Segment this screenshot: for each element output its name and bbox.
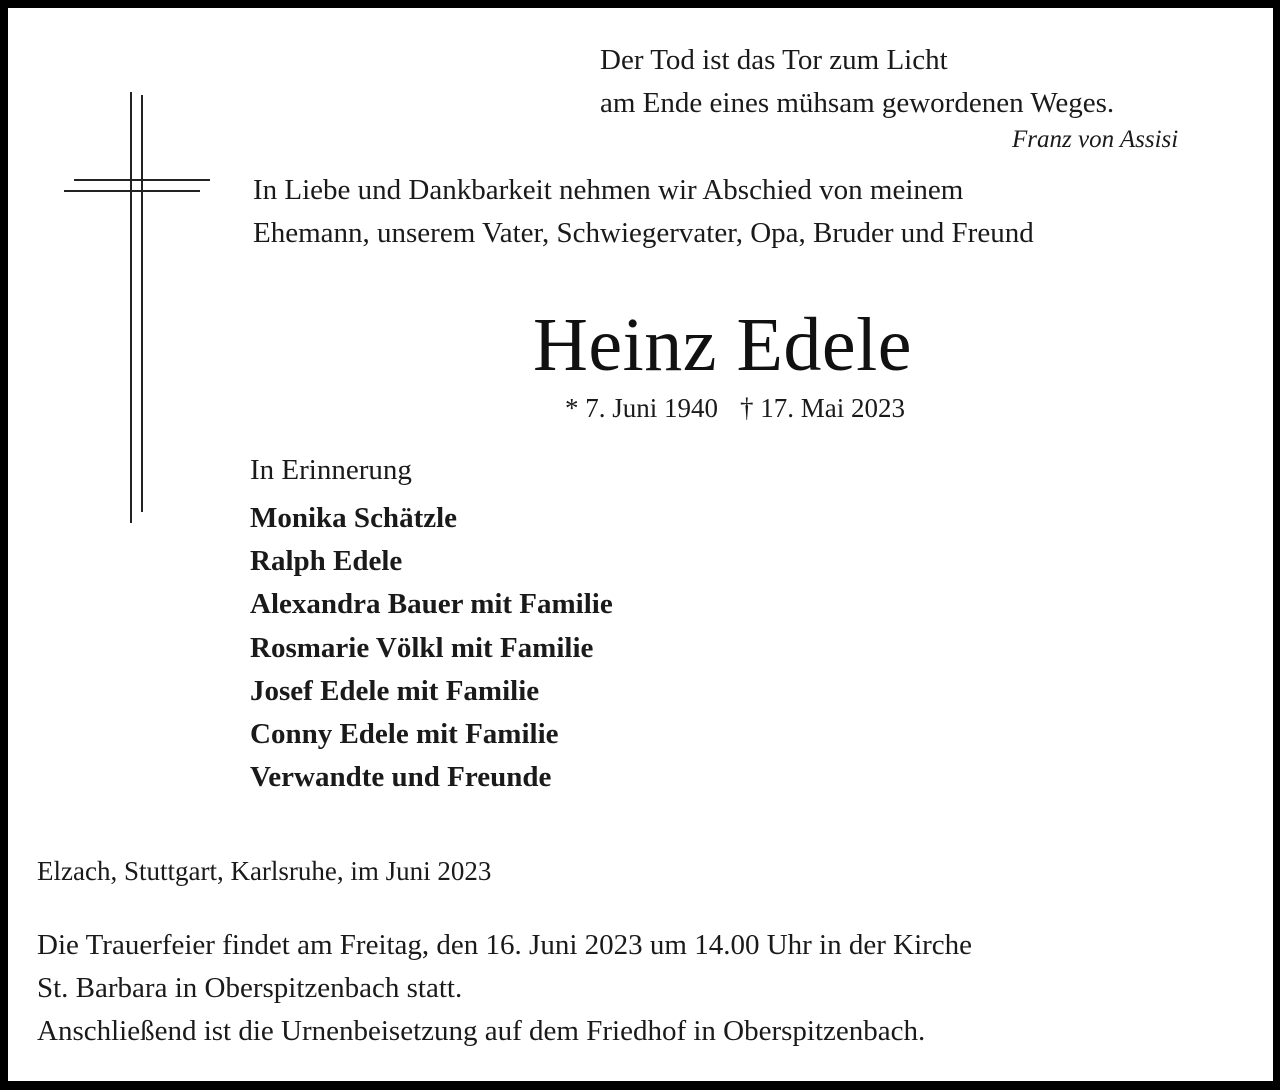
cross-icon — [60, 92, 212, 526]
service-line-3: Anschließend ist die Urnenbeisetzung auf dem Friedhof in Oberspitzenbach. — [37, 1015, 926, 1047]
death-date: † 17. Mai 2023 — [740, 393, 906, 423]
birth-date: * 7. Juni 1940 — [565, 393, 719, 423]
intro-line-2: Ehemann, unserem Vater, Schwiegervater, Opa, Bruder und Freund — [253, 217, 1034, 249]
mourner-name: Ralph Edele — [250, 545, 403, 578]
deceased-name: Heinz Edele — [533, 303, 912, 387]
mourners-label: In Erinnerung — [250, 454, 412, 486]
mourner-name: Rosmarie Völkl mit Familie — [250, 631, 594, 664]
life-dates — [565, 393, 905, 424]
mourners-list — [250, 497, 613, 799]
place-and-date: Elzach, Stuttgart, Karlsruhe, im Juni 2023 — [37, 856, 492, 886]
mourner-name: Verwandte und Freunde — [250, 761, 552, 794]
mourner-name: Josef Edele mit Familie — [250, 674, 540, 707]
quote-author: Franz von Assisi — [1012, 126, 1179, 153]
service-line-2: St. Barbara in Oberspitzenbach statt. — [37, 972, 463, 1004]
mourner-name: Alexandra Bauer mit Familie — [250, 588, 613, 621]
intro-line-1: In Liebe und Dankbarkeit nehmen wir Abschied von meinem — [253, 174, 964, 206]
service-line-1: Die Trauerfeier findet am Freitag, den 16. Juni 2023 um 14.00 Uhr in der Kirche — [37, 929, 973, 961]
service-info — [37, 924, 972, 1053]
quote-line-1: Der Tod ist das Tor zum Licht — [600, 44, 948, 76]
mourner-name: Monika Schätzle — [250, 502, 458, 534]
mourner-name: Conny Edele mit Familie — [250, 717, 559, 750]
quote-line-2: am Ende eines mühsam gewordenen Weges. — [600, 87, 1115, 119]
